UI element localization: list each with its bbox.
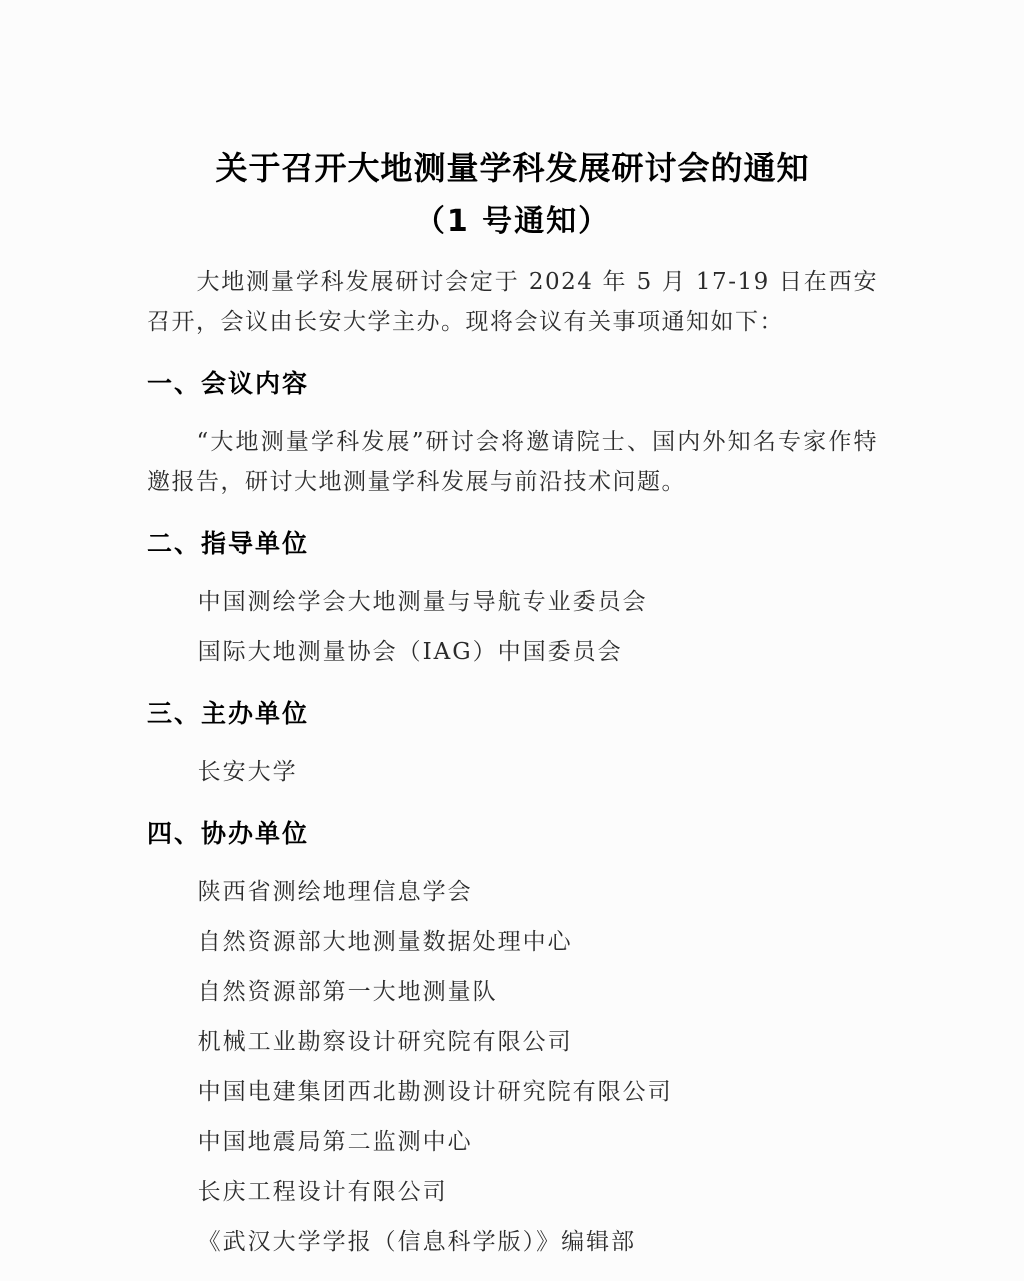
guiding-unit-item: 国际大地测量协会（IAG）中国委员会	[197, 639, 623, 665]
co-organizer-item: 《武汉大学学报（信息科学版）》编辑部	[197, 1229, 637, 1255]
co-organizer-item: 中国地震局第二监测中心	[197, 1129, 473, 1155]
section-heading-meeting-content: 一、会议内容	[147, 369, 310, 398]
co-organizer-item: 自然资源部大地测量数据处理中心	[197, 929, 573, 955]
co-organizer-item: 中国电建集团西北勘测设计研究院有限公司	[197, 1079, 673, 1105]
document-subtitle: （1 号通知）	[414, 204, 611, 239]
co-organizer-item: 长庆工程设计有限公司	[197, 1179, 448, 1205]
co-organizer-item: 自然资源部第一大地测量队	[197, 979, 498, 1005]
document-title: 关于召开大地测量学科发展研讨会的通知	[215, 149, 810, 187]
intro-paragraph: 大地测量学科发展研讨会定于 2024 年 5 月 17-19 日在西安召开，会议由长安大学主办。现将会议有关事项通知如下：	[147, 269, 878, 335]
section-heading-co-organizers: 四、协办单位	[147, 819, 310, 848]
co-organizer-item: 陕西省测绘地理信息学会	[197, 879, 473, 905]
section-heading-guiding-units: 二、指导单位	[147, 529, 310, 558]
guiding-unit-item: 中国测绘学会大地测量与导航专业委员会	[197, 589, 648, 615]
meeting-content-paragraph: “大地测量学科发展”研讨会将邀请院士、国内外知名专家作特邀报告，研讨大地测量学科发展与前沿技术问题。	[147, 429, 878, 495]
section-heading-host-unit: 三、主办单位	[147, 699, 310, 728]
host-unit-item: 长安大学	[197, 759, 298, 785]
co-organizer-item: 机械工业勘察设计研究院有限公司	[197, 1029, 573, 1055]
